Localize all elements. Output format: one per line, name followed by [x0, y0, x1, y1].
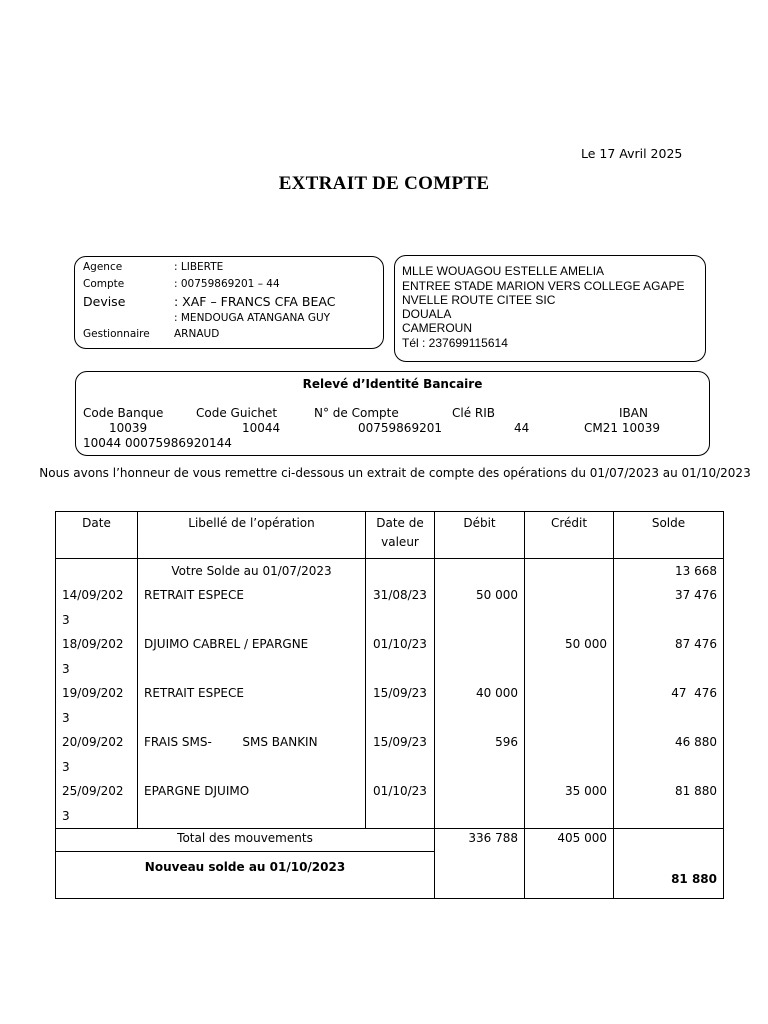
op-date-line2: 3	[62, 808, 70, 823]
empty-cell	[525, 559, 614, 584]
totals-label: Total des mouvements	[56, 829, 435, 852]
op-credit: 50 000	[525, 632, 614, 681]
rib-code-banque: 10039	[109, 421, 148, 435]
rib-header-code-banque: Code Banque	[83, 406, 164, 420]
op-libelle: EPARGNE DJUIMO	[138, 779, 366, 829]
op-date-line1: 18/09/202	[62, 637, 124, 651]
op-libelle: FRAIS SMS- SMS BANKIN	[138, 730, 366, 779]
rib-iban: CM21 10039	[584, 421, 660, 435]
op-date	[56, 779, 138, 829]
rib-iban-continuation: 10044 00075986920144	[83, 436, 232, 450]
new-balance-value: 81 880	[614, 852, 724, 899]
col-header-date: Date	[56, 512, 138, 559]
op-date-valeur: 15/09/23	[366, 730, 435, 779]
operations-table	[55, 511, 724, 899]
table-row	[56, 632, 724, 681]
op-libelle: RETRAIT ESPECE	[138, 583, 366, 632]
op-date-valeur: 01/10/23	[366, 632, 435, 681]
rib-box	[75, 371, 710, 456]
op-solde: 87 476	[614, 632, 724, 681]
op-credit	[525, 681, 614, 730]
agence-value: : LIBERTE	[174, 261, 224, 273]
op-date-line1: 19/09/202	[62, 686, 124, 700]
rib-header-code-guichet: Code Guichet	[196, 406, 278, 420]
op-date	[56, 632, 138, 681]
op-credit	[525, 730, 614, 779]
totals-row	[56, 829, 724, 852]
op-date	[56, 583, 138, 632]
statement-date: Le 17 Avril 2025	[581, 146, 683, 161]
op-date-line1: 14/09/202	[62, 588, 124, 602]
client-city: DOUALA	[402, 307, 452, 321]
col-header-libelle: Libellé de l’opération	[138, 512, 366, 559]
empty-cell	[435, 559, 525, 584]
col-header-date-valeur-line2: valeur	[381, 535, 419, 549]
client-phone: Tél : 237699115614	[402, 336, 508, 350]
client-address-line: ENTREE STADE MARION VERS COLLEGE AGAPE	[402, 279, 685, 293]
empty-cell	[525, 852, 614, 899]
op-date-line1: 25/09/202	[62, 784, 124, 798]
client-country: CAMEROUN	[402, 321, 473, 335]
op-debit	[435, 632, 525, 681]
rib-code-guichet: 10044	[242, 421, 281, 435]
op-date-line1: 20/09/202	[62, 735, 124, 749]
client-address-line: NVELLE ROUTE CITEE SIC	[402, 293, 556, 307]
col-header-date-valeur	[366, 512, 435, 559]
op-debit	[435, 779, 525, 829]
initial-balance-value: 13 668	[614, 559, 724, 584]
empty-cell	[614, 829, 724, 852]
op-date-line2: 3	[62, 612, 70, 627]
op-date-line2: 3	[62, 759, 70, 774]
initial-balance-row	[56, 559, 724, 584]
devise-label: Devise	[83, 294, 126, 309]
table-row	[56, 583, 724, 632]
totals-credit: 405 000	[525, 829, 614, 852]
agence-label: Agence	[83, 261, 123, 273]
client-name: MLLE WOUAGOU ESTELLE AMELIA	[402, 264, 605, 278]
devise-value: : XAF – FRANCS CFA BEAC	[174, 294, 336, 309]
op-solde: 81 880	[614, 779, 724, 829]
empty-cell	[56, 559, 138, 584]
op-solde: 47 476	[614, 681, 724, 730]
gestionnaire-value: ARNAUD	[174, 328, 220, 340]
intro-text: Nous avons l’honneur de vous remettre ci-dessous un extrait de compte des opérations du 01/07/2023 au 01/10/2023	[39, 466, 751, 480]
table-row	[56, 730, 724, 779]
op-solde: 37 476	[614, 583, 724, 632]
op-date	[56, 730, 138, 779]
initial-balance-label: Votre Solde au 01/07/2023	[138, 559, 366, 584]
empty-cell	[366, 559, 435, 584]
totals-debit: 336 788	[435, 829, 525, 852]
new-balance-label: Nouveau solde au 01/10/2023	[56, 852, 435, 899]
op-libelle: DJUIMO CABREL / EPARGNE	[138, 632, 366, 681]
table-header-row	[56, 512, 724, 559]
op-date-line2: 3	[62, 661, 70, 676]
op-libelle: RETRAIT ESPECE	[138, 681, 366, 730]
rib-header-cle: Clé RIB	[452, 406, 496, 420]
op-solde: 46 880	[614, 730, 724, 779]
table-row	[56, 779, 724, 829]
page-title: EXTRAIT DE COMPTE	[278, 173, 490, 194]
op-credit	[525, 583, 614, 632]
new-balance-row	[56, 852, 724, 899]
op-date-valeur: 01/10/23	[366, 779, 435, 829]
op-debit: 596	[435, 730, 525, 779]
rib-header-account-number: N° de Compte	[314, 406, 399, 420]
rib-cle: 44	[514, 421, 530, 435]
compte-label: Compte	[83, 278, 125, 290]
op-date-valeur: 31/08/23	[366, 583, 435, 632]
op-credit: 35 000	[525, 779, 614, 829]
col-header-credit: Crédit	[525, 512, 614, 559]
rib-account-number: 00759869201	[358, 421, 442, 435]
op-debit: 50 000	[435, 583, 525, 632]
table-row	[56, 681, 724, 730]
empty-cell	[435, 852, 525, 899]
rib-header-iban: IBAN	[619, 406, 648, 420]
gestionnaire-label: Gestionnaire	[83, 328, 150, 340]
compte-value: : 00759869201 – 44	[174, 278, 280, 290]
op-date-valeur: 15/09/23	[366, 681, 435, 730]
manager-name: : MENDOUGA ATANGANA GUY	[174, 312, 331, 324]
client-address-box	[394, 255, 706, 362]
col-header-debit: Débit	[435, 512, 525, 559]
op-date-line2: 3	[62, 710, 70, 725]
col-header-solde: Solde	[614, 512, 724, 559]
account-info-box	[74, 256, 384, 349]
rib-title: Relevé d’Identité Bancaire	[302, 377, 483, 391]
op-debit: 40 000	[435, 681, 525, 730]
col-header-date-valeur-line1: Date de	[376, 516, 424, 530]
op-date	[56, 681, 138, 730]
